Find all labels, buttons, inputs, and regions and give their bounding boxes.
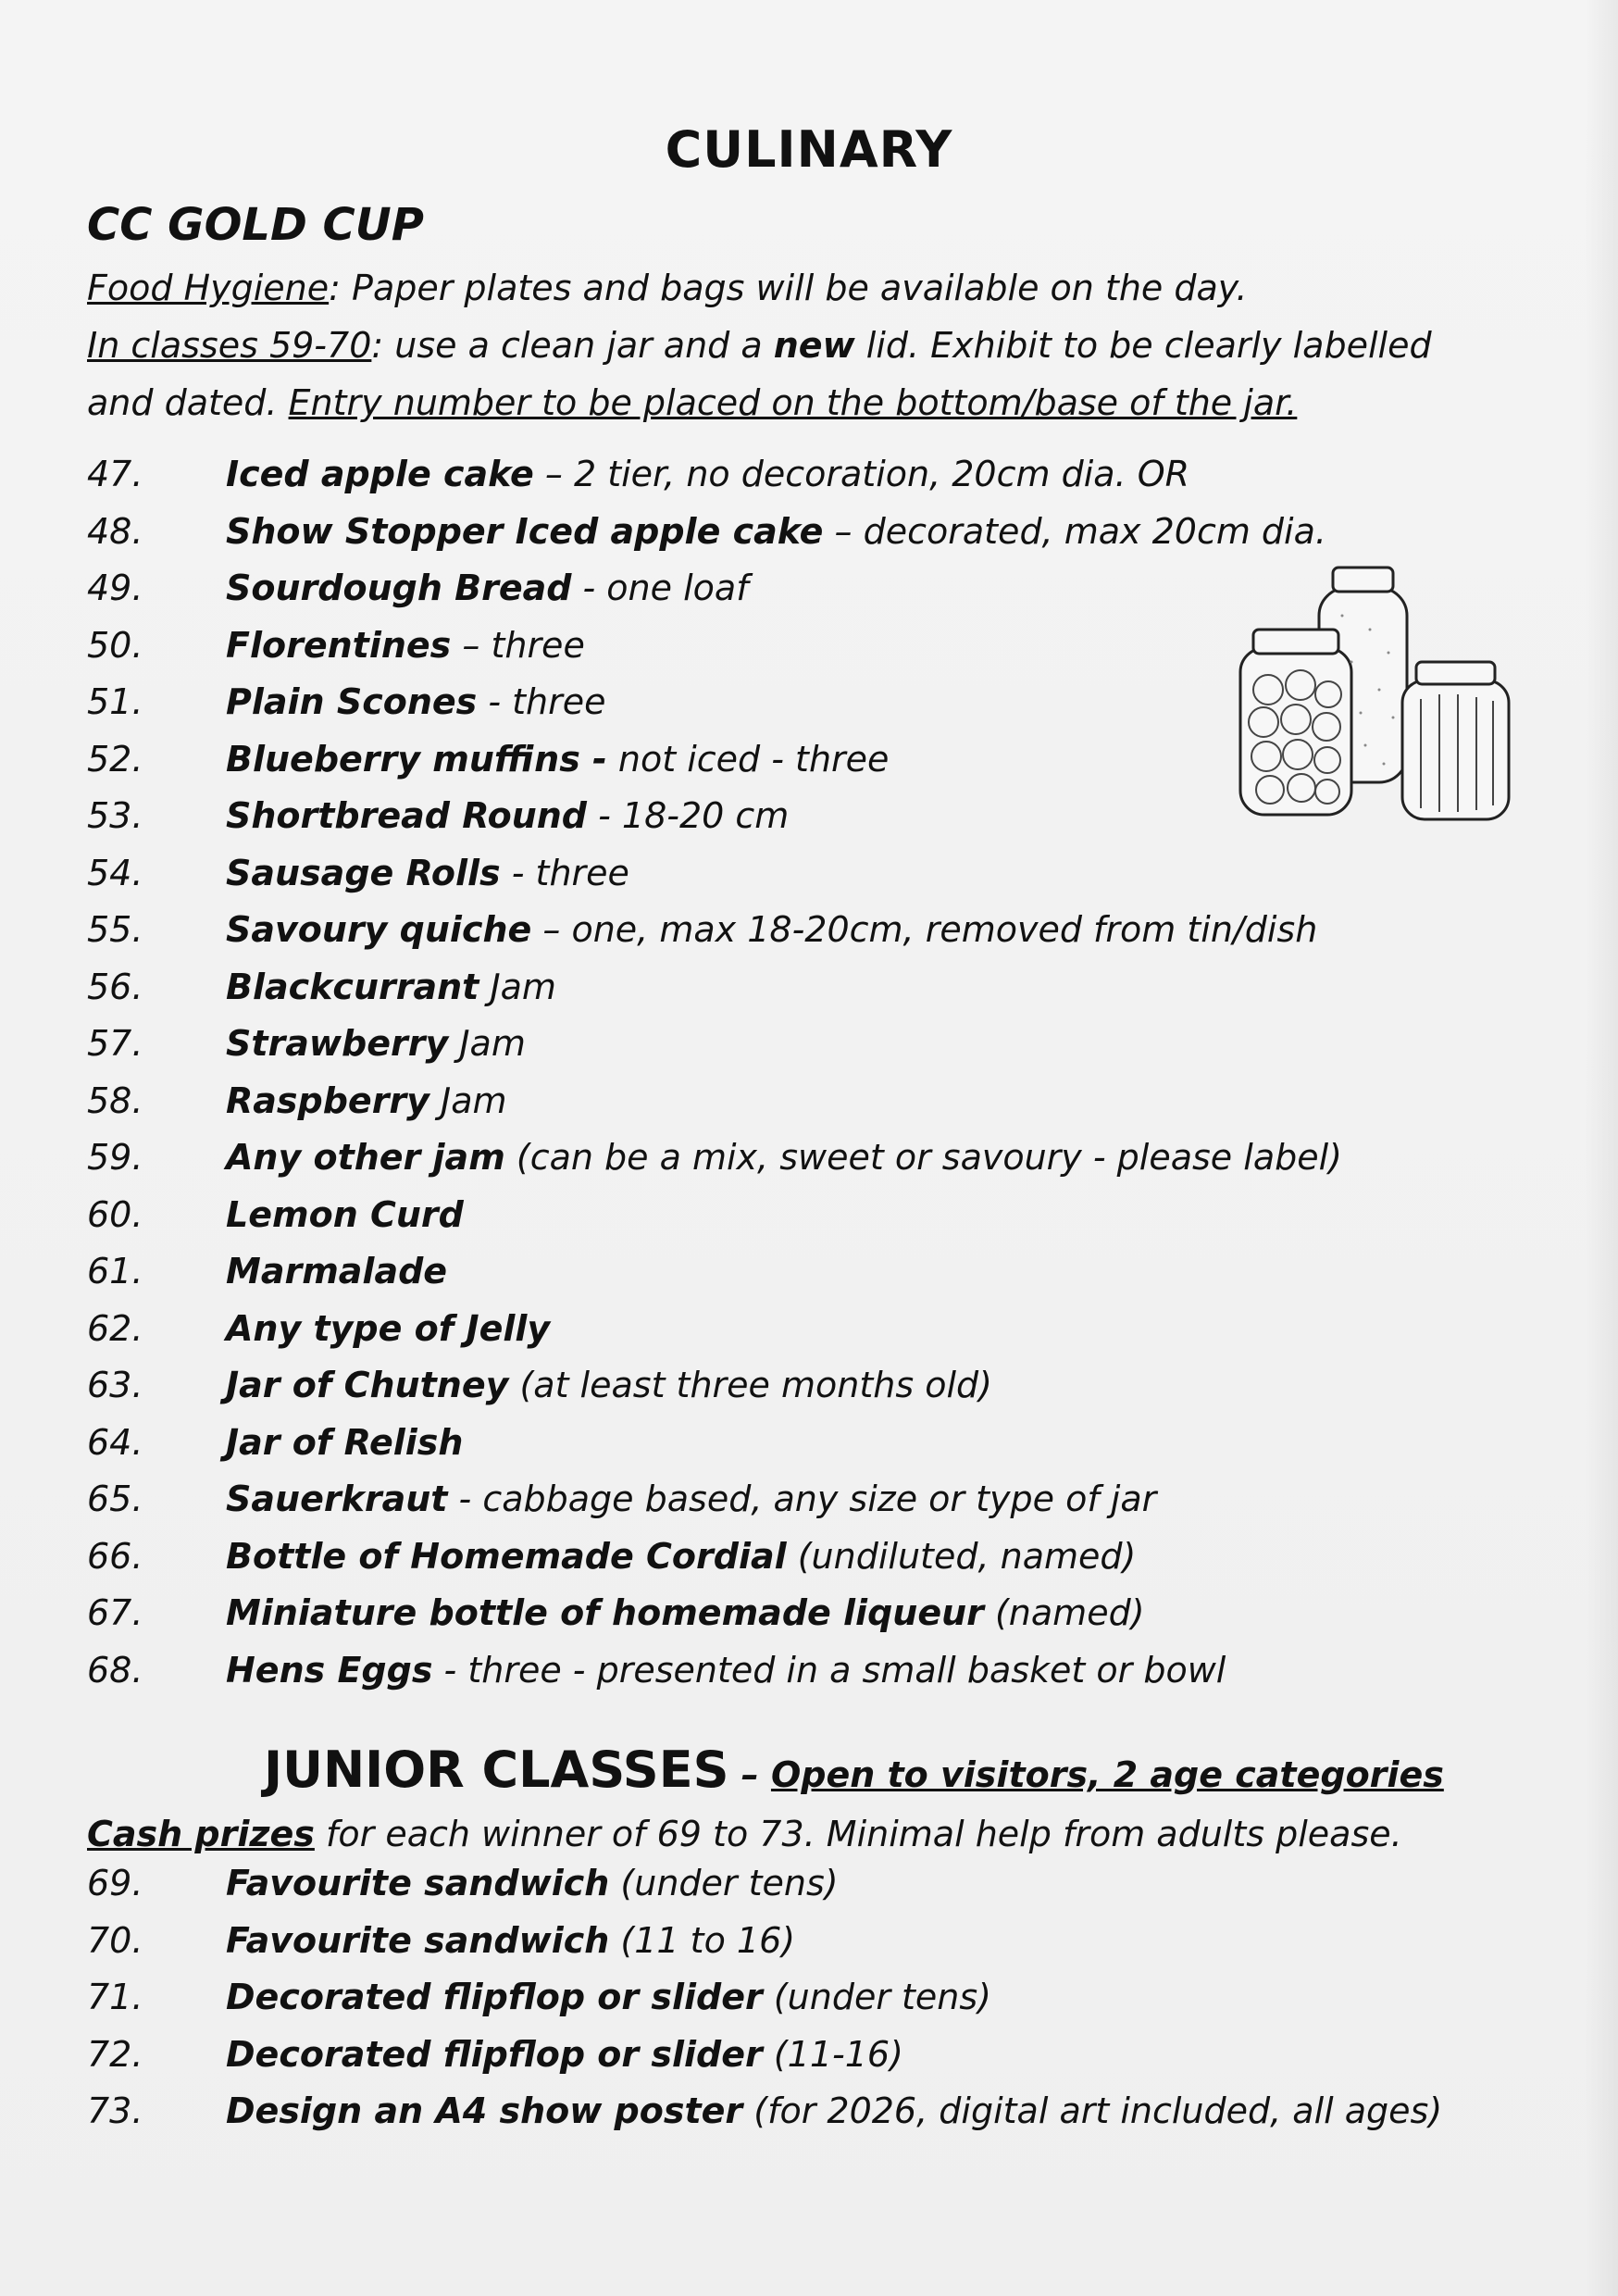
class-name: Decorated flipflop or slider xyxy=(226,1977,763,2017)
class-number: 55. xyxy=(87,909,143,950)
class-text xyxy=(226,2034,903,2075)
class-text xyxy=(226,1194,464,1235)
class-number: 64. xyxy=(87,1421,143,1463)
class-name: Marmalade xyxy=(226,1251,448,1292)
junior-prizes-line xyxy=(87,1805,1402,1863)
class-details: (for 2026, digital art included, all ages) xyxy=(742,2090,1443,2131)
cup-title: CC GOLD CUP xyxy=(87,199,424,251)
class-details: (can be a mix, sweet or savoury - please label) xyxy=(504,1137,1342,1178)
class-number: 53. xyxy=(87,795,143,836)
class-name: Any type of Jelly xyxy=(226,1307,551,1349)
class-number: 67. xyxy=(87,1592,143,1633)
class-text xyxy=(226,1977,991,2017)
class-details: (at least three months old) xyxy=(508,1365,992,1405)
preserve-jars-illustration xyxy=(1231,560,1527,829)
class-number: 54. xyxy=(87,852,143,893)
class-text xyxy=(226,1863,839,1903)
class-number: 72. xyxy=(87,2033,143,2075)
class-details: Jam xyxy=(429,1079,507,1121)
line3-text: and dated. xyxy=(87,382,289,423)
class-name: Jar of Relish xyxy=(226,1421,464,1463)
class-number: 47. xyxy=(87,454,143,494)
prize-label: Cash prizes xyxy=(87,1814,315,1854)
class-details: – three xyxy=(451,624,585,666)
class-number: 50. xyxy=(87,624,143,666)
class-text xyxy=(226,1080,507,1121)
class-number: 56. xyxy=(87,966,143,1007)
class-details: – decorated, max 20cm dia. xyxy=(823,510,1326,552)
class-name: Miniature bottle of homemade liqueur xyxy=(226,1592,984,1633)
class-details: - 18-20 cm xyxy=(587,795,790,836)
class-number: 70. xyxy=(87,1919,143,1961)
class-name: Show Stopper Iced apple cake xyxy=(226,510,824,552)
class-text xyxy=(226,1536,1136,1577)
hygiene-text: : Paper plates and bags will be available on the day. xyxy=(329,268,1248,308)
class-details: (undiluted, named) xyxy=(786,1535,1137,1577)
class-details: Jam xyxy=(448,1023,526,1064)
class-name: Raspberry xyxy=(226,1079,429,1121)
class-name: Favourite sandwich xyxy=(226,1863,610,1903)
page-title: CULINARY xyxy=(665,120,953,179)
class-name: Jar of Chutney xyxy=(226,1365,509,1405)
class-name: Sauerkraut xyxy=(226,1479,448,1519)
class-text xyxy=(226,853,629,893)
class-details: (11-16) xyxy=(762,2033,903,2075)
class-number: 66. xyxy=(87,1535,143,1577)
class-details: not iced - three xyxy=(606,738,890,780)
class-name: Sausage Rolls xyxy=(226,852,501,893)
class-name: Strawberry xyxy=(226,1023,449,1064)
class-number: 51. xyxy=(87,681,143,722)
classes-text-a: : use a clean jar and a xyxy=(371,325,774,366)
class-number: 60. xyxy=(87,1193,143,1235)
line3-underline: Entry number to be placed on the bottom/base of the jar. xyxy=(288,382,1298,423)
class-text xyxy=(226,1920,795,1961)
class-text xyxy=(226,2090,1442,2131)
class-text xyxy=(226,739,889,780)
class-text xyxy=(226,625,585,666)
class-number: 69. xyxy=(87,1863,143,1903)
page-edge-shadow xyxy=(1585,0,1618,2296)
class-number: 62. xyxy=(87,1307,143,1349)
class-name: Iced apple cake xyxy=(226,454,534,494)
class-number: 49. xyxy=(87,568,143,608)
class-name: Sourdough Bread xyxy=(226,568,572,608)
class-text xyxy=(226,795,789,836)
classes-text-b: lid. Exhibit to be clearly labelled xyxy=(854,325,1432,366)
junior-classes-heading xyxy=(264,1741,1444,1799)
class-details: (11 to 16) xyxy=(609,1919,796,1961)
class-details: - three xyxy=(477,681,606,722)
intro-classes-line xyxy=(87,317,1432,374)
classes-label: In classes 59-70 xyxy=(87,325,372,366)
class-text xyxy=(226,1592,1145,1633)
class-number: 65. xyxy=(87,1479,143,1519)
class-details: - three xyxy=(500,852,629,893)
class-number: 71. xyxy=(87,1977,143,2017)
class-number: 52. xyxy=(87,738,143,780)
hygiene-label: Food Hygiene xyxy=(87,268,330,308)
class-text xyxy=(226,1137,1342,1178)
class-details: - one loaf xyxy=(571,568,749,608)
class-number: 63. xyxy=(87,1365,143,1405)
class-text xyxy=(226,1023,526,1064)
class-text xyxy=(226,1650,1226,1691)
class-details: – 2 tier, no decoration, 20cm dia. OR xyxy=(533,454,1190,494)
class-number: 58. xyxy=(87,1079,143,1121)
class-text xyxy=(226,1308,550,1349)
class-name: Any other jam xyxy=(226,1137,505,1178)
class-name: Lemon Curd xyxy=(226,1193,464,1235)
class-details: – one, max 18-20cm, removed from tin/dish xyxy=(531,909,1318,950)
class-number: 57. xyxy=(87,1023,143,1064)
class-number: 73. xyxy=(87,2090,143,2131)
prize-text: for each winner of 69 to 73. Minimal help from adults please. xyxy=(314,1814,1402,1854)
class-text xyxy=(226,568,749,608)
class-number: 61. xyxy=(87,1251,143,1292)
class-details: - three - presented in a small basket or bowl xyxy=(432,1649,1226,1691)
class-name: Blackcurrant xyxy=(226,966,479,1007)
junior-title: JUNIOR CLASSES xyxy=(264,1741,729,1799)
class-name: Savoury quiche xyxy=(226,909,532,950)
class-details: Jam xyxy=(479,966,556,1007)
class-text xyxy=(226,909,1317,950)
class-name: Blueberry muffins - xyxy=(226,738,607,780)
junior-subtitle: Open to visitors, 2 age categories xyxy=(770,1754,1444,1795)
class-name: Design an A4 show poster xyxy=(226,2090,743,2131)
class-name: Shortbread Round xyxy=(226,795,588,836)
class-details: (under tens) xyxy=(609,1863,839,1903)
class-text xyxy=(226,681,606,722)
class-text xyxy=(226,1422,463,1463)
class-number: 59. xyxy=(87,1137,143,1178)
class-name: Hens Eggs xyxy=(226,1649,433,1691)
junior-dash: – xyxy=(728,1754,771,1795)
intro-entry-line xyxy=(87,374,1297,431)
class-details: (under tens) xyxy=(762,1977,992,2017)
class-name: Florentines xyxy=(226,624,452,666)
class-text xyxy=(226,511,1326,552)
class-details: (named) xyxy=(983,1592,1145,1633)
intro-hygiene-line xyxy=(87,259,1247,317)
class-text xyxy=(226,1251,447,1292)
classes-text-new: new xyxy=(773,325,855,366)
class-text xyxy=(226,454,1189,494)
class-text xyxy=(226,1365,992,1405)
class-details: - cabbage based, any size or type of jar xyxy=(447,1479,1157,1519)
class-number: 48. xyxy=(87,510,143,552)
class-text xyxy=(226,967,556,1007)
class-name: Plain Scones xyxy=(226,681,478,722)
class-name: Decorated flipflop or slider xyxy=(226,2033,763,2075)
class-text xyxy=(226,1479,1156,1519)
class-number: 68. xyxy=(87,1649,143,1691)
class-name: Favourite sandwich xyxy=(226,1919,610,1961)
class-name: Bottle of Homemade Cordial xyxy=(226,1535,787,1577)
